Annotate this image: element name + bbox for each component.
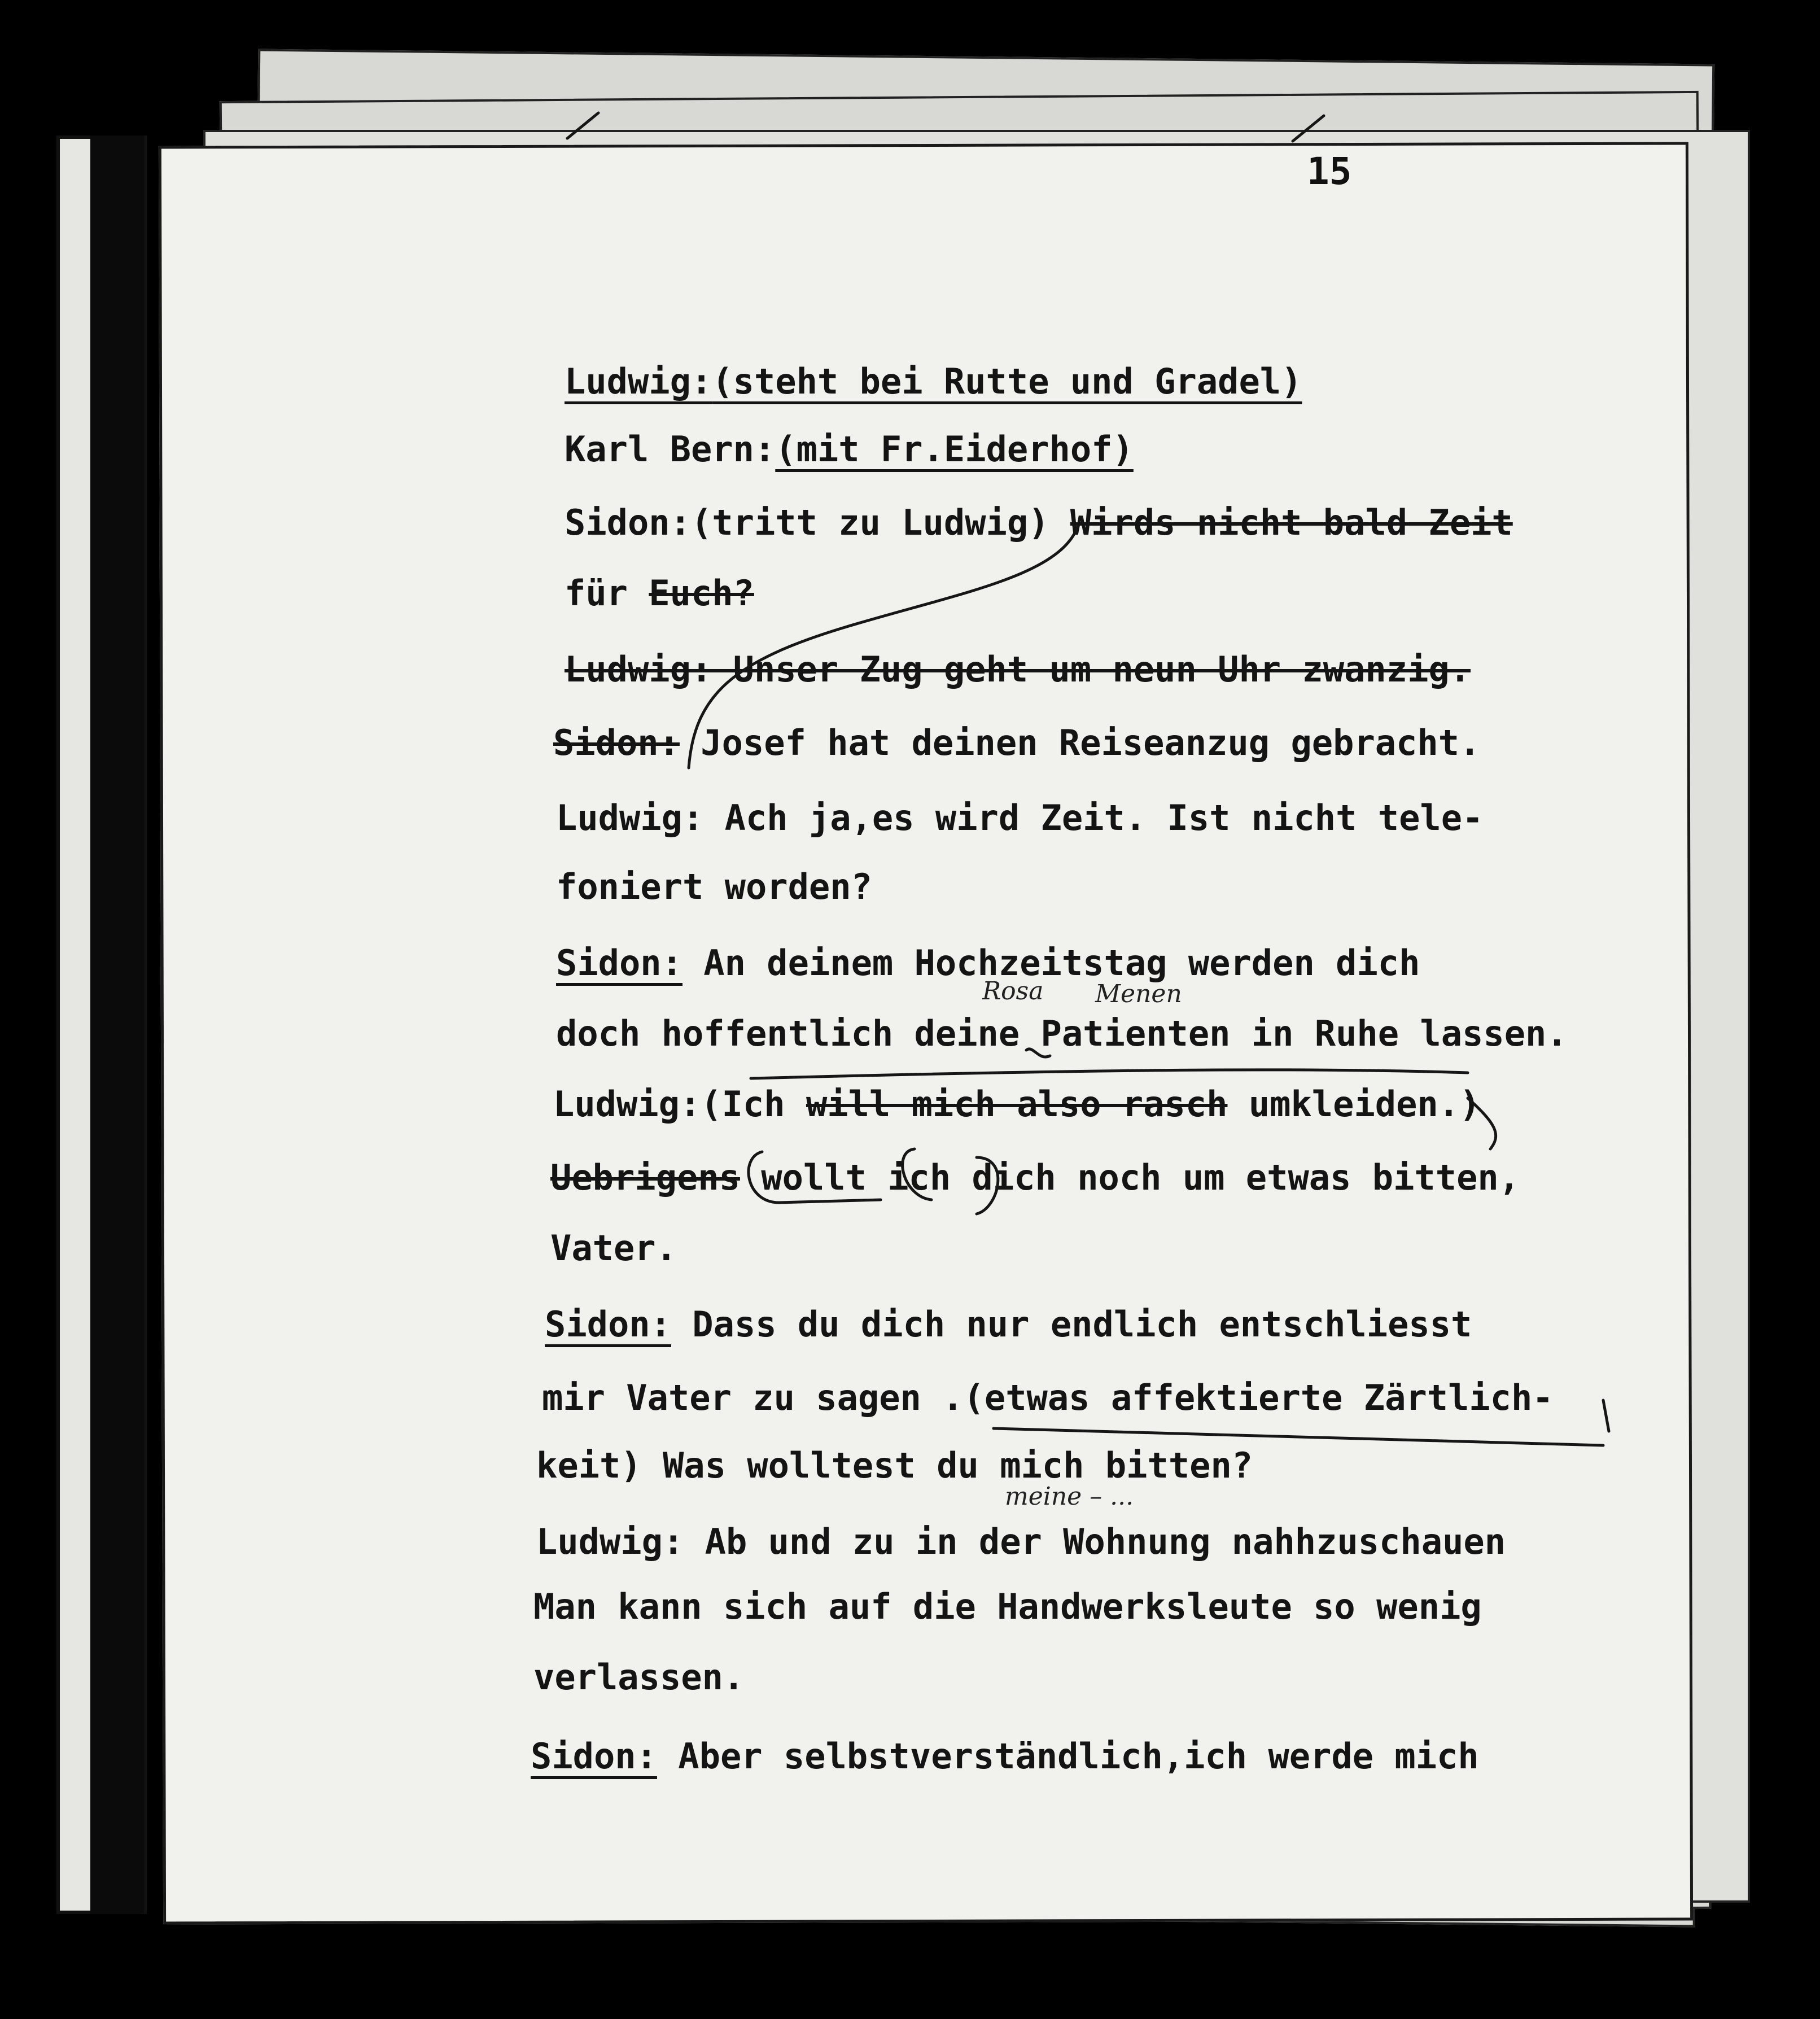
handwritten-annotation: meine – ... [1005, 1482, 1134, 1511]
line-text: für [565, 573, 628, 614]
line-text: Dass du dich nur endlich entschliesst [692, 1304, 1472, 1345]
line-text: wollt ich dich noch um etwas bitten, [761, 1157, 1520, 1198]
line-text: An deinem Hochzeitstag werden dich [703, 942, 1420, 984]
script-line [531, 1736, 1479, 1777]
script-line [565, 429, 1134, 470]
speaker-label: Sidon: [545, 1304, 671, 1345]
line-text: (tritt zu Ludwig) [690, 502, 1049, 543]
speaker-label: Ludwig: [553, 1083, 701, 1125]
line-text: (mit Fr.Eiderhof) [775, 429, 1134, 470]
line-text: mir Vater zu sagen .(etwas affektierte Zärtlich- [542, 1377, 1554, 1418]
script-line [533, 1657, 745, 1698]
line-text: Ach ja,es wird Zeit. Ist nicht tele- [724, 797, 1484, 838]
script-line [553, 1083, 1481, 1125]
script-line [565, 573, 754, 614]
line-text: Man kann sich auf die Handwerksleute so wenig [533, 1586, 1482, 1627]
script-line [556, 797, 1484, 838]
line-text: Ab und zu in der Wohnung nahhzuschauen [705, 1521, 1506, 1562]
script-line [553, 722, 1481, 763]
struck-text: Ludwig: Unser Zug geht um neun Uhr zwanzig. [565, 649, 1471, 690]
binding-bar [90, 136, 144, 1914]
script-line [536, 1521, 1506, 1562]
line-text: Josef hat deinen Reiseanzug gebracht. [701, 722, 1481, 763]
speaker-label: Sidon: [565, 502, 691, 543]
handwritten-annotation: Menen [1095, 980, 1182, 1008]
line-text: Vater. [550, 1227, 677, 1269]
line-text: (Ich [701, 1083, 785, 1125]
speaker-label: Sidon: [531, 1736, 657, 1777]
script-line [550, 1157, 1520, 1198]
script-line [565, 361, 1302, 402]
line-text: Aber selbstverständlich,ich werde mich [678, 1736, 1479, 1777]
speaker-label: Ludwig: [565, 361, 712, 402]
script-line [542, 1377, 1554, 1418]
line-text: keit) Was wolltest du mich bitten? [536, 1445, 1253, 1486]
script-line [533, 1586, 1482, 1627]
script-line [565, 649, 1471, 690]
struck-speaker-label: Sidon: [553, 722, 680, 763]
script-line [536, 1445, 1253, 1486]
script-line [556, 866, 872, 907]
speaker-label: Ludwig: [536, 1521, 684, 1562]
script-line [550, 1227, 677, 1269]
script-line [545, 1304, 1472, 1345]
struck-speaker-label: Uebrigens [550, 1157, 740, 1198]
speaker-label: Sidon: [556, 942, 683, 984]
script-line [556, 1013, 1568, 1054]
page-number: 15 [1307, 150, 1352, 193]
line-text: verlassen. [533, 1657, 745, 1698]
struck-text: Euch? [649, 573, 754, 614]
line-text: (steht bei Rutte und Gradel) [712, 361, 1302, 402]
line-text: umkleiden.) [1248, 1083, 1481, 1125]
script-line [565, 502, 1513, 543]
line-text: foniert worden? [556, 866, 872, 907]
speaker-label: Karl Bern: [565, 429, 776, 470]
handwritten-annotation: Rosa [982, 977, 1044, 1006]
struck-text: Wirds nicht bald Zeit [1070, 502, 1513, 543]
line-text: doch hoffentlich deine Patienten in Ruhe lassen. [556, 1013, 1568, 1054]
speaker-label: Ludwig: [556, 797, 704, 838]
struck-text: will mich also rasch [806, 1083, 1228, 1125]
script-line [556, 942, 1420, 984]
